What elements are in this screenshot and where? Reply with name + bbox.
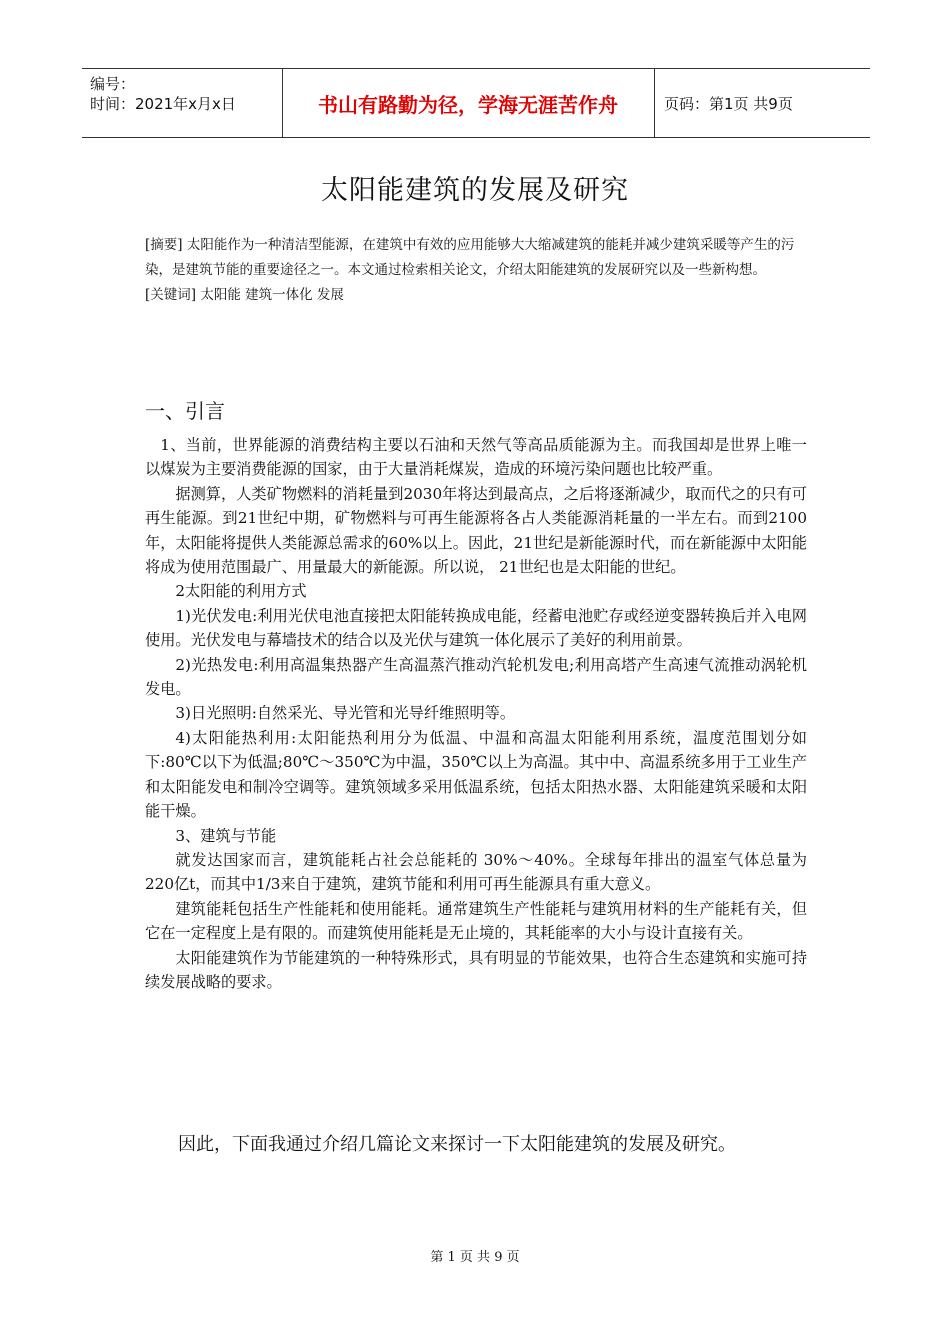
abstract-keywords: [关键词] 太阳能 建筑一体化 发展 bbox=[145, 287, 344, 303]
header-motto-cell bbox=[282, 69, 655, 137]
header-motto: 书山有路勤为径，学海无涯苦作舟 bbox=[318, 92, 618, 117]
section-heading: 一、引言 bbox=[145, 399, 225, 423]
header-meta-cell bbox=[82, 69, 283, 137]
document-number-label: 编号： bbox=[90, 75, 136, 93]
paragraph: 1、当前，世界能源的消费结构主要以石油和天然气等高品质能源为主。而我国却是世界上唯一以煤炭为主要消费能源的国家，由于大量消耗煤炭，造成的环境污染问题也比较严重。 bbox=[145, 436, 807, 479]
header-page-info: 页码：第1页 共9页 bbox=[664, 94, 793, 113]
paragraph: 3)日光照明:自然采光、导光管和光导纤维照明等。 bbox=[175, 704, 516, 723]
paragraph: 据测算，人类矿物燃料的消耗量到2030年将达到最高点，之后将逐渐减少，取而代之的只有可再生能源。到21世纪中期，矿物燃料与可再生能源将各占人类能源消耗量的一半左右。而到2100年，太阳能将提供人类能源总需求的60%以上。因此，21世纪是新能源时代，而在新能源中太阳能将成为使用范围最广、用量最大的新能源。所以说， 21世纪也是太阳能的世纪。 bbox=[145, 484, 807, 577]
header-table bbox=[82, 68, 870, 138]
document-time-label: 时间：2021年x月x日 bbox=[90, 95, 236, 113]
document-title: 太阳能建筑的发展及研究 bbox=[321, 175, 629, 206]
paragraph: 太阳能建筑作为节能建筑的一种特殊形式，具有明显的节能效果，也符合生态建筑和实施可持续发展战略的要求。 bbox=[145, 948, 807, 991]
paragraph: 2)光热发电:利用高温集热器产生高温蒸汽推动汽轮机发电;利用高塔产生高速气流推动涡轮机发电。 bbox=[145, 655, 807, 699]
subheading: 2太阳能的利用方式 bbox=[175, 582, 307, 601]
body-text bbox=[145, 433, 807, 994]
header-page-cell bbox=[654, 69, 870, 137]
paragraph: 建筑能耗包括生产性能耗和使用能耗。通常建筑生产性能耗与建筑用材料的生产能耗有关，但它在一定程度上是有限的。而建筑使用能耗是无止境的，其耗能率的大小与设计直接有关。 bbox=[145, 899, 807, 943]
paragraph: 4)太阳能热利用:太阳能热利用分为低温、中温和高温太阳能利用系统，温度范围划分如下:80℃以下为低温;80℃～350℃为中温，350℃以上为高温。其中中、高温系统多用于工业生产和太阳能发电和制冷空调等。建筑领域多采用低温系统，包括太阳热水器、太阳能建筑采暖和太阳能干燥。 bbox=[145, 728, 807, 821]
page-footer: 第 1 页 共 9 页 bbox=[430, 1250, 520, 1265]
closing-sentence: 因此，下面我通过介绍几篇论文来探讨一下太阳能建筑的发展及研究。 bbox=[178, 1134, 736, 1155]
abstract-summary: [摘要] 太阳能作为一种清洁型能源，在建筑中有效的应用能够大大缩减建筑的能耗并减少建筑采暖等产生的污染，是建筑节能的重要途径之一。本文通过检索相关论文，介绍太阳能建筑的发展研究以及一些新构想。 bbox=[145, 237, 795, 278]
abstract-block bbox=[145, 233, 810, 308]
paragraph: 1)光伏发电:利用光伏电池直接把太阳能转换成电能，经蓄电池贮存或经逆变器转换后并入电网使用。光伏发电与幕墙技术的结合以及光伏与建筑一体化展示了美好的利用前景。 bbox=[145, 606, 807, 650]
subheading: 3、建筑与节能 bbox=[175, 826, 277, 845]
paragraph: 就发达国家而言，建筑能耗占社会总能耗的 30%～40%。全球每年排出的温室气体总量为220亿t，而其中1/3来自于建筑，建筑节能和利用可再生能源具有重大意义。 bbox=[145, 850, 807, 894]
